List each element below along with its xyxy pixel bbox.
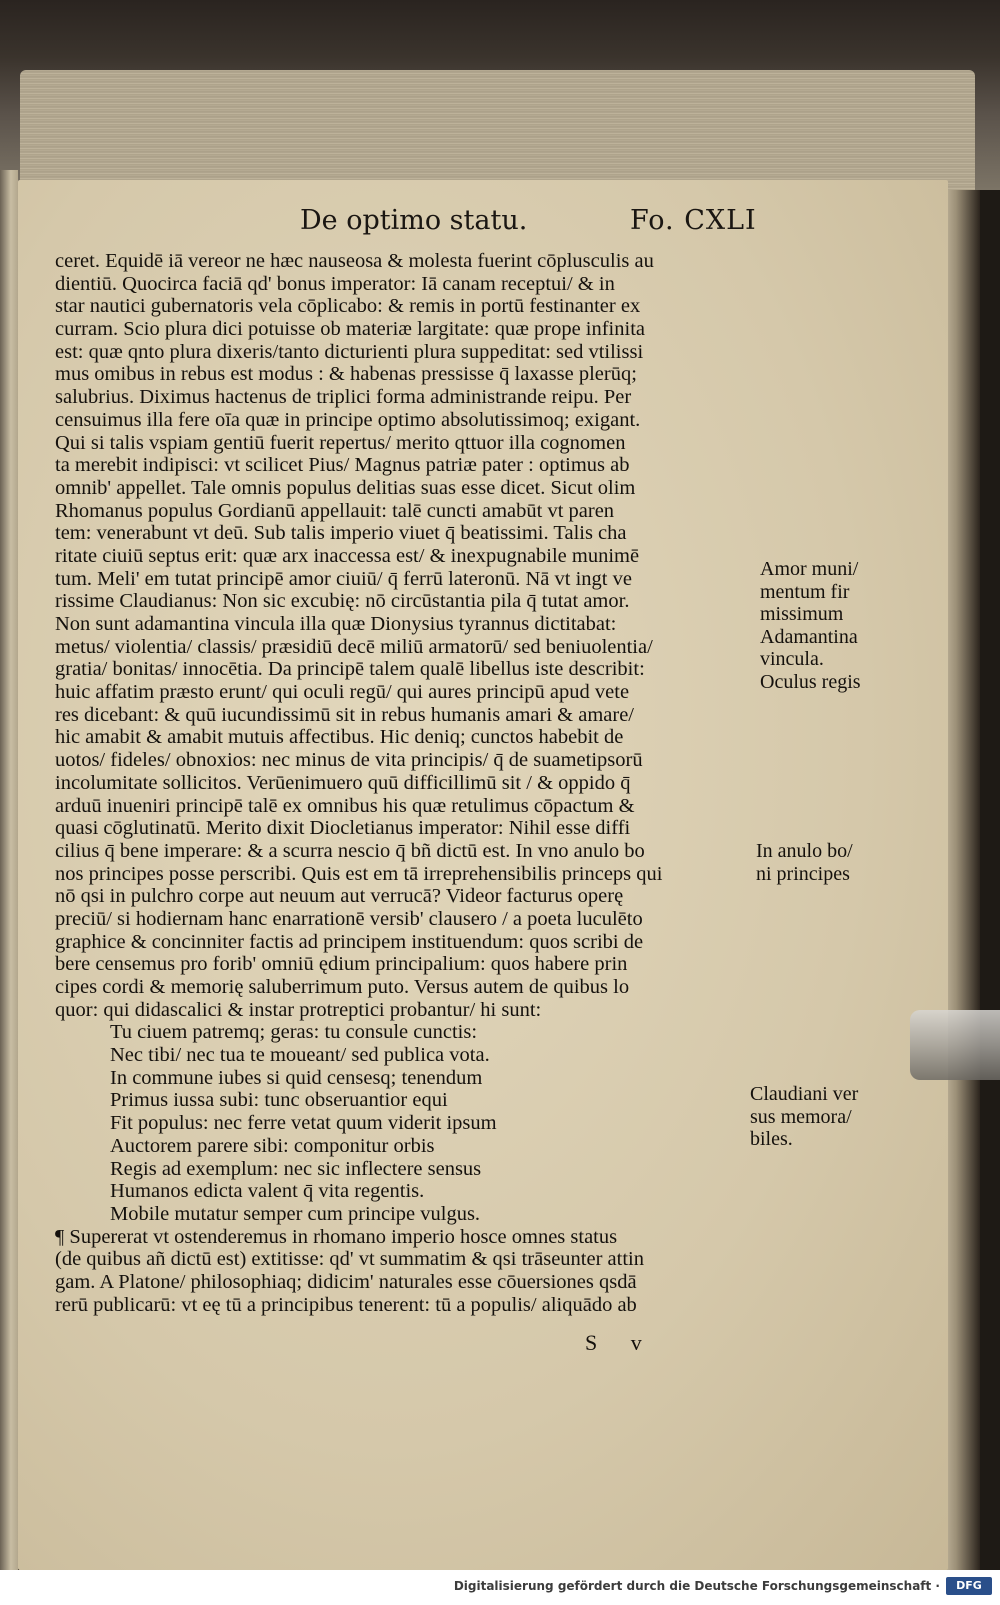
marginal-note-line: mentum fir xyxy=(760,580,850,603)
text-line: ¶ Supererat vt ostenderemus in rhomano imperio hosce omnes status xyxy=(55,1225,618,1248)
marginal-note-line: In anulo bo/ xyxy=(756,840,853,862)
signature-mark: S v xyxy=(585,1330,656,1355)
text-line: star nautici gubernatoris vela cōplicabo: & remis in portū festinanter ex xyxy=(55,295,641,318)
text-line: nō qsi in pulchro corpe aut neuum aut verrucā? Videor facturus operę xyxy=(55,885,624,908)
text-line: quor: qui didascalici & instar protreptici probantur/ hi sunt: xyxy=(55,998,542,1021)
text-line: bere censemus pro forib' omniū ędium principalium: quos habere prin xyxy=(55,953,628,976)
text-line: ta merebit indipisci: vt scilicet Pius/ Magnus patriæ pater : optimus ab xyxy=(55,454,630,477)
text-line: dientiū. Quocirca faciā qd' bonus imperator: Iā canam receptui/ & in xyxy=(55,272,615,295)
text-line: hic amabit & amabit mutuis affectibus. Hic deniq; cunctos habebit de xyxy=(55,726,624,749)
running-header xyxy=(300,205,800,245)
marginal-note-line: Claudiani ver xyxy=(750,1083,859,1105)
verse-line: Fit populus: nec ferre vetat quum viderit ipsum xyxy=(110,1112,497,1135)
text-line: tum. Meli' em tutat principē amor ciuiū/ q̄ ferrū lateronū. Nā vt ingt ve xyxy=(55,567,632,590)
text-line: res dicebant: & quū iucundissimū sit in rebus humanis amari & amare/ xyxy=(55,703,635,726)
marginal-note-line: biles. xyxy=(750,1128,793,1150)
text-line: incolumitate sollicitos. Verūenimuero quū difficillimū sit / & oppido q̄ xyxy=(55,771,631,794)
text-line: Non sunt adamantina vincula illa quæ Dionysius tyrannus dictitabat: xyxy=(55,613,617,635)
verse-line: Auctorem parere sibi: componitur orbis xyxy=(110,1134,435,1157)
text-line: curram. Scio plura dici potuisse ob materiæ largitate: quæ prope infinita xyxy=(55,318,645,341)
marginal-note-line: missimum xyxy=(760,603,844,625)
book-clip xyxy=(910,1010,1000,1080)
text-line: graphice & concinniter factis ad principem instituendum: quos scribi de xyxy=(55,930,644,953)
text-line: rerū publicarū: vt eę tū a principibus tenerent: tū a populis/ aliquādo ab xyxy=(55,1293,637,1316)
text-line: gratia/ bonitas/ innocētia. Da principē talem qualē libellus iste describit: xyxy=(55,658,645,681)
text-line: metus/ violentia/ classis/ præsidiū decē miliū armatorū/ sed beniuolentia/ xyxy=(55,635,653,658)
text-line: (de quibus añ dictū est) extitisse: qd' vt summatim & qsi trāseunter attin xyxy=(55,1248,644,1271)
text-line: gam. A Platone/ philosophiaq; didicim' naturales esse cōuersiones qsdā xyxy=(55,1270,637,1293)
text-line: cipes cordi & memorię saluberrimum puto. Versus autem de quibus lo xyxy=(55,976,630,998)
verse-line: Nec tibi/ nec tua te moueant/ sed publica vota. xyxy=(110,1044,490,1067)
marginal-note-line: Oculus regis xyxy=(760,670,861,693)
text-line: quasi cōglutinatū. Merito dixit Diocletianus imperator: Nihil esse diffi xyxy=(55,817,631,840)
verse-line: In commune iubes si quid censesq; tenendum xyxy=(110,1066,483,1089)
text-line: omnib' appellet. Tale omnis populus delitias suas esse dicet. Sicut olim xyxy=(55,476,636,499)
text-line: preciū/ si hodiernam hanc enarrationē versib' clausero / a poeta luculēto xyxy=(55,907,643,930)
marginal-note-line: sus memora/ xyxy=(750,1105,852,1128)
folio-number: Fo. CXLI xyxy=(630,205,757,236)
marginal-note-claudiani xyxy=(750,1083,900,1151)
text-line: Rhomanus populus Gordianū appellauit: talē cuncti amabūt vt paren xyxy=(55,499,615,522)
page-stack-edge xyxy=(20,70,975,190)
text-line: cilius q̄ bene imperare: & a scurra nescio q̄ bñ dictū est. In vno anulo bo xyxy=(55,839,645,862)
footer-credit: Digitalisierung gefördert durch die Deutsche Forschungsgemeinschaft · xyxy=(453,1579,940,1593)
text-line: censuimus illa fere oīa quæ in principe optimo absolutissimoq; exigant. xyxy=(55,408,641,431)
verse-line: Primus iussa subi: tunc obseruantior equi xyxy=(110,1089,448,1112)
text-line: salubrius. Diximus hactenus de triplici forma administrande reipu. Per xyxy=(55,386,632,409)
marginal-note-line: vincula. xyxy=(760,648,824,670)
header-title: De optimo statu. xyxy=(300,205,528,236)
verse-line: Regis ad exemplum: nec sic inflectere sensus xyxy=(110,1157,482,1180)
text-line: est: quæ qnto plura dixeris/tanto dicturienti plura suppeditat: sed vtilissi xyxy=(55,340,644,363)
text-line: mus omibus in rebus est modus : & habenas pressisse q̄ laxasse plerūq; xyxy=(55,363,637,386)
dfg-logo: DFG xyxy=(946,1577,992,1595)
text-line: nos principes posse perscribi. Quis est em tā irreprehensibilis princeps qui xyxy=(55,862,663,885)
text-line: uotos/ fideles/ obnoxios: nec minus de vita principis/ q̄ de suametipsorū xyxy=(55,749,643,772)
text-line: tem: venerabunt vt deū. Sub talis imperio viuet q̄ beatissimi. Talis cha xyxy=(55,522,627,545)
verse-line: Humanos edicta valent q̄ vita regentis. xyxy=(110,1180,425,1203)
main-text-block xyxy=(55,250,775,1316)
left-page-edge xyxy=(0,170,18,1570)
text-line: ceret. Equidē iā vereor ne hæc nauseosa & molesta fuerint cōplusculis au xyxy=(55,250,654,272)
text-line: huic affatim præsto erunt/ qui oculi regū/ qui aures principū apud vete xyxy=(55,681,630,704)
marginal-note-line: Adamantina xyxy=(760,625,858,648)
text-line: arduū inueniri principē talē ex omnibus his quæ retulimus cōpactum & xyxy=(55,794,635,817)
marginal-note-amor xyxy=(760,558,910,693)
text-line: ritate ciuiū septus erit: quæ arx inaccessa est/ & inexpugnabile munimē xyxy=(55,544,640,567)
marginal-note-line: ni principes xyxy=(756,862,850,885)
text-line: Qui si talis vspiam gentiū fuerit repertus/ merito qttuor illa cognomen xyxy=(55,431,626,454)
marginal-note-line: Amor muni/ xyxy=(760,558,859,580)
marginal-note-anulo xyxy=(756,840,906,885)
verse-line: Tu ciuem patremq; geras: tu consule cunctis: xyxy=(110,1021,478,1044)
verse-line: Mobile mutatur semper cum principe vulgus. xyxy=(110,1202,481,1225)
text-line: rissime Claudianus: Non sic excubię: nō circūstantia pila q̄ tutat amor. xyxy=(55,590,630,613)
